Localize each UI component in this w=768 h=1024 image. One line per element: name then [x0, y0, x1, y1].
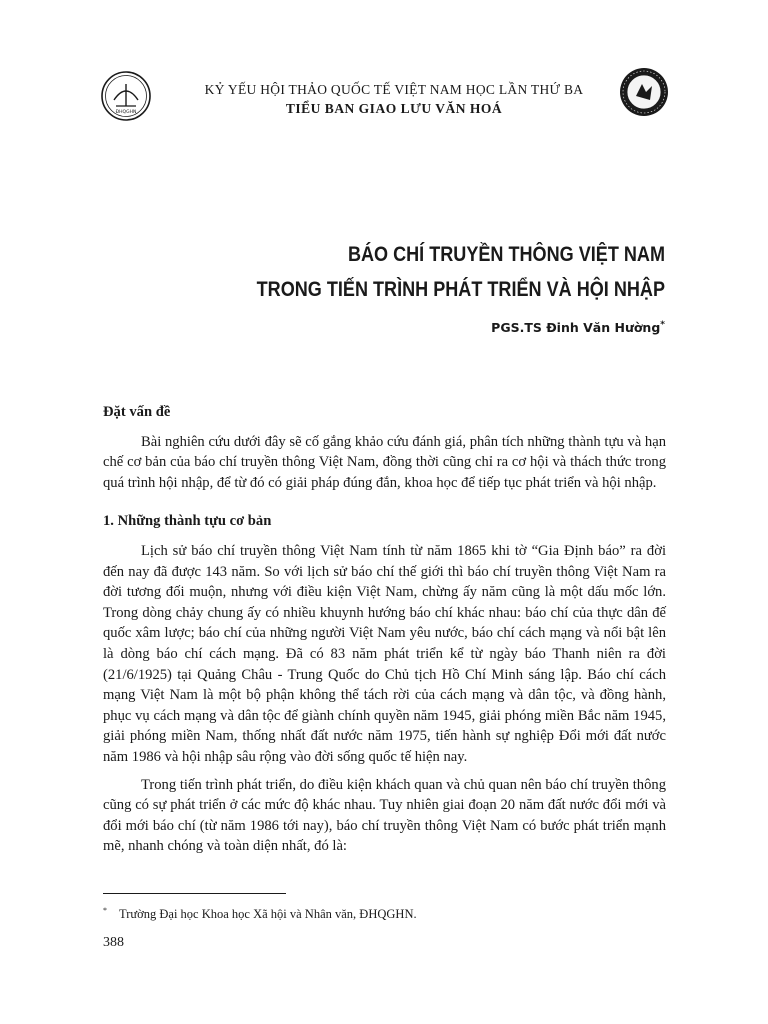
university-logo-icon: [100, 70, 152, 122]
footnote-divider: [103, 893, 286, 894]
section-1-paragraph-2: Trong tiến trình phát triển, do điều kiện khách quan và chủ quan nên báo chí truyền thông cũng có sự phát triển ở các mức độ khác nhau. Tuy nhiên giai đoạn 20 năm đất nước đổi mới và đổi mới báo chí (từ năm 1986 tới nay), báo chí truyền thông Việt Nam có bước phát triển mạnh mẽ, nhanh chóng và toàn diện nhất, đó là:: [103, 776, 666, 855]
page-header: [100, 70, 670, 130]
logo-left-text: ĐHQGHN: [115, 110, 137, 115]
footnote-mark: *: [103, 906, 107, 915]
author-line: [491, 320, 665, 335]
section-1-paragraph-1: Lịch sử báo chí truyền thông Việt Nam tính từ năm 1865 khi tờ “Gia Định báo” ra đời đến nay đã được 143 năm. So với lịch sử báo chí thế giới thì báo chí truyền thông Việt Nam ra đời tương đối muộn, nhưng với điều kiện Việt Nam, chừng ấy năm cũng là một dấu mốc lớn. Trong dòng chảy chung ấy có nhiều khuynh hướng báo chí khác nhau: báo chí của thực dân đế quốc xâm lược; báo chí của những người Việt Nam yêu nước, báo chí cách mạng và nổi bật lên là dòng báo chí cách mạng. Đã có 83 năm phát triển kể từ ngày báo Thanh niên ra đời (21/6/1925) tại Quảng Châu - Trung Quốc do Chủ tịch Hồ Chí Minh sáng lập. Báo chí cách mạng Việt Nam là một bộ phận không thể tách rời của cách mạng và dân tộc, và đồng hành, phục vụ cách mạng và dân tộc để giành chính quyền năm 1945, giải phóng miền Bắc năm 1945, giải phóng miền Nam, thống nhất đất nước năm 1975, tiến hành sự nghiệp Đổi mới đất nước năm 1986 và hội nhập sâu rộng vào đời sống quốc tế hiện nay.: [103, 542, 666, 765]
footnote: [103, 906, 417, 922]
conference-emblem-icon: [618, 66, 670, 118]
article-body: [103, 402, 666, 857]
article-title-line1: BÁO CHÍ TRUYỀN THÔNG VIỆT NAM: [347, 243, 665, 266]
section-1-heading: 1. Những thành tựu cơ bản: [103, 513, 272, 530]
intro-heading: Đặt vấn đề: [103, 404, 171, 420]
intro-paragraph: Bài nghiên cứu dưới đây sẽ cố gắng khảo cứu đánh giá, phân tích những thành tựu và hạn chế cơ bản của báo chí truyền thông Việt Nam, đồng thời cũng chỉ ra cơ hội và thách thức trong quá trình hội nhập, để từ đó có giải pháp đúng đắn, khoa học để tiếp tục phát triển và hội nhập.: [103, 433, 666, 491]
author-footnote-mark: *: [660, 320, 665, 330]
article-title: [183, 237, 665, 307]
footnote-text: Trường Đại học Khoa học Xã hội và Nhân văn, ĐHQGHN.: [119, 907, 417, 922]
conference-title: KỶ YẾU HỘI THẢO QUỐC TẾ VIỆT NAM HỌC LẦN THỨ BA: [204, 82, 584, 97]
author-name: PGS.TS Đinh Văn Hường: [491, 320, 661, 336]
page-number: 388: [103, 935, 124, 950]
article-title-line2: TRONG TIẾN TRÌNH PHÁT TRIỂN VÀ HỘI NHẬP: [256, 278, 665, 301]
panel-title: TIỂU BAN GIAO LƯU VĂN HOÁ: [285, 101, 503, 116]
